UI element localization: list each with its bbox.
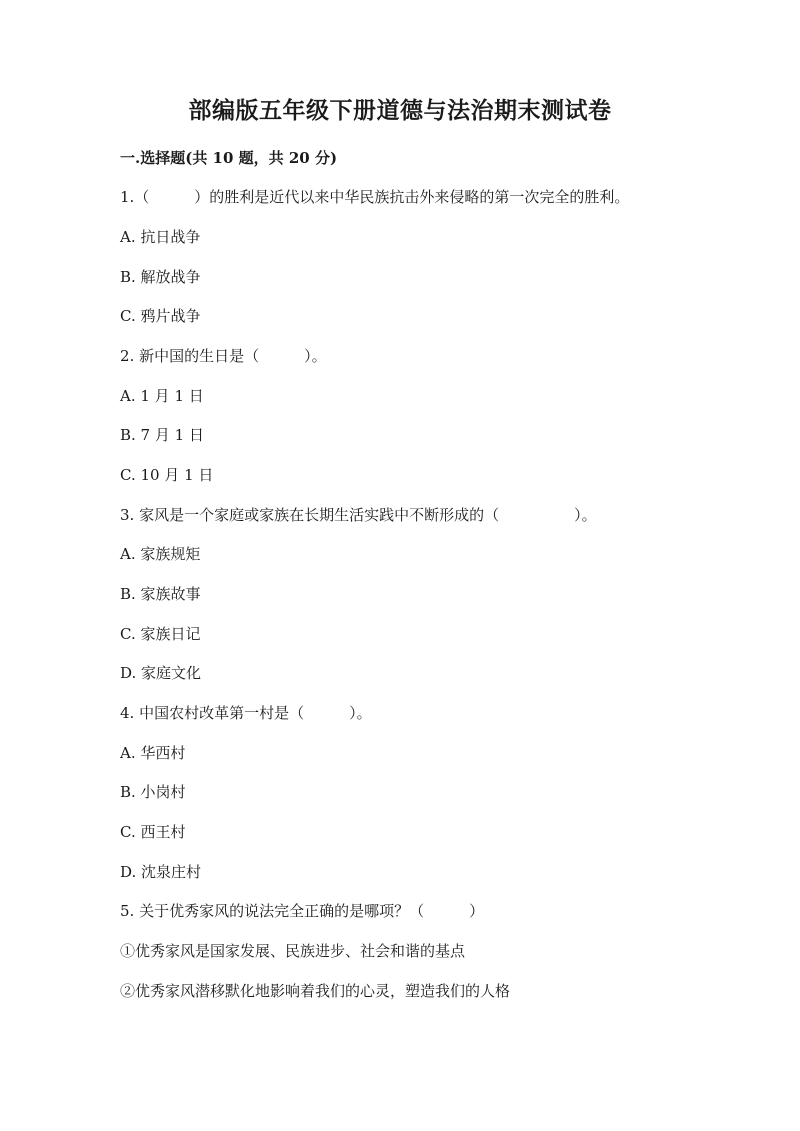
option-2c: C. 10 月 1 日 <box>120 466 214 484</box>
option-4d: D. 沈泉庄村 <box>120 863 202 881</box>
option-1c: C. 鸦片战争 <box>120 307 201 325</box>
section-heading: 一.选择题(共 10 题，共 20 分) <box>120 149 338 167</box>
option-4b: B. 小岗村 <box>120 783 186 801</box>
question-1: 1.（ ）的胜利是近代以来中华民族抗击外来侵略的第一次完全的胜利。 <box>120 188 630 206</box>
question-5: 5. 关于优秀家风的说法完全正确的是哪项？（ ） <box>120 902 485 920</box>
question-4: 4. 中国农村改革第一村是（ ）。 <box>120 704 372 722</box>
question-3: 3. 家风是一个家庭或家族在长期生活实践中不断形成的（ ）。 <box>120 506 597 524</box>
option-3a: A. 家族规矩 <box>120 545 201 563</box>
question-2: 2. 新中国的生日是（ ）。 <box>120 347 327 365</box>
option-4a: A. 华西村 <box>120 744 186 762</box>
statement-5-1: ①优秀家风是国家发展、民族进步、社会和谐的基点 <box>120 942 466 960</box>
statement-5-2: ②优秀家风潜移默化地影响着我们的心灵，塑造我们的人格 <box>120 982 511 1000</box>
document-title: 部编版五年级下册道德与法治期末测试卷 <box>188 97 612 124</box>
option-3c: C. 家族日记 <box>120 625 201 643</box>
option-1b: B. 解放战争 <box>120 268 201 286</box>
option-2a: A. 1 月 1 日 <box>120 387 204 405</box>
option-4c: C. 西王村 <box>120 823 186 841</box>
option-2b: B. 7 月 1 日 <box>120 426 204 444</box>
option-3d: D. 家庭文化 <box>120 664 202 682</box>
option-3b: B. 家族故事 <box>120 585 201 603</box>
option-1a: A. 抗日战争 <box>120 228 201 246</box>
